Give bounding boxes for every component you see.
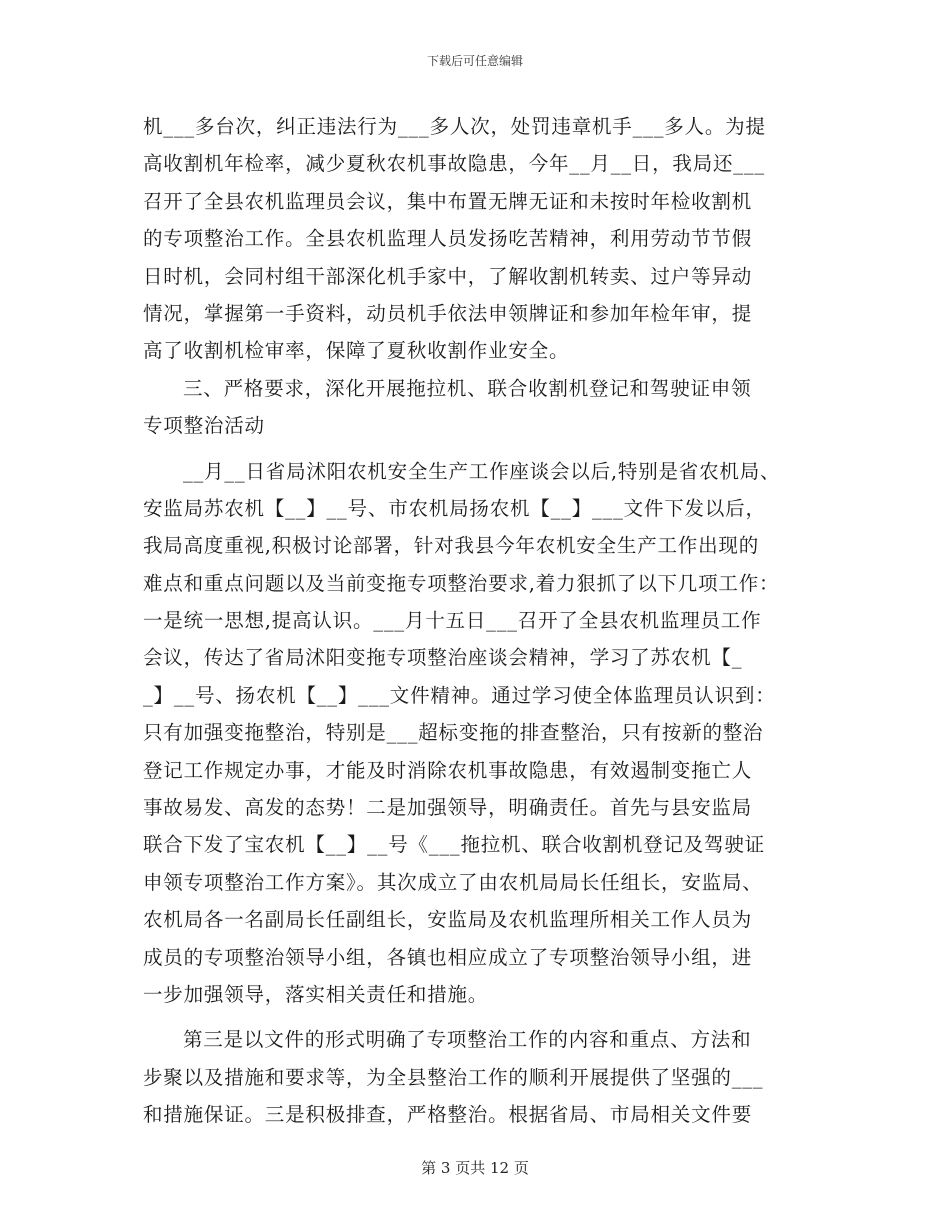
- section-heading-line: 专项整治活动: [143, 414, 265, 438]
- text-line: 难点和重点问题以及当前变拖专项整治要求,着力狠抓了以下几项工作：: [143, 571, 780, 595]
- text-line: 情况，掌握第一手资料，动员机手依法申领牌证和参加年检年审，提: [143, 301, 753, 325]
- text-line: 成员的专项整治领导小组，各镇也相应成立了专项整治领导小组，进: [143, 945, 753, 969]
- text-line: 的专项整治工作。全县农机监理人员发扬吃苦精神，利用劳动节节假: [143, 227, 753, 251]
- text-line: 申领专项整治工作方案》。其次成立了由农机局局长任组长，安监局、: [143, 870, 763, 894]
- text-line: 机___多台次，纠正违法行为___多人次，处罚违章机手___多人。为提: [143, 115, 766, 138]
- text-line: 一步加强领导，落实相关责任和措施。: [143, 982, 489, 1006]
- page-footer-number: 第 3 页共 12 页: [421, 1159, 529, 1177]
- document-body: [143, 108, 808, 1134]
- text-line: 会议，传达了省局沭阳变拖专项整治座谈会精神，学习了苏农机【_: [143, 646, 743, 670]
- page-header-note: 下载后可任意编辑: [426, 54, 523, 68]
- text-line: 一是统一思想,提高认识。___月十五日___召开了全县农机监理员工作: [143, 609, 762, 633]
- text-line: 安监局苏农机【__】__号、市农机局扬农机【__】___文件下发以后，: [143, 496, 766, 520]
- text-line: 高收割机年检率，减少夏秋农机事故隐患，今年__月__日，我局还___: [143, 152, 765, 176]
- section-heading-line: 三、严格要求，深化开展拖拉机、联合收割机登记和驾驶证申领: [183, 376, 752, 400]
- text-line: 联合下发了宝农机【__】__号《___拖拉机、联合收割机登记及驾驶证: [143, 833, 765, 857]
- text-line: 召开了全县农机监理员会议，集中布置无牌无证和未按时年检收割机: [143, 189, 753, 213]
- text-line: __月__日省局沭阳农机安全生产工作座谈会以后,特别是省农机局、: [183, 459, 781, 483]
- text-line: 我局高度重视,积极讨论部署，针对我县今年农机安全生产工作出现的: [143, 534, 759, 558]
- text-line: 和措施保证。三是积极排查，严格整治。根据省局、市局相关文件要: [143, 1103, 753, 1127]
- text-line: 日时机，会同村组干部深化机手家中，了解收割机转卖、过户等异动: [143, 264, 753, 288]
- text-line: 登记工作规定办事，才能及时消除农机事故隐患，有效遏制变拖亡人: [143, 758, 753, 782]
- text-line: 只有加强变拖整治，特别是___超标变拖的排查整治，只有按新的整治: [143, 721, 764, 745]
- text-line: 农机局各一名副局长任副组长，安监局及农机监理所相关工作人员为: [143, 908, 753, 932]
- text-line: _】__号、扬农机【__】___文件精神。通过学习使全体监理员认识到：: [143, 683, 776, 707]
- text-line: 第三是以文件的形式明确了专项整治工作的内容和重点、方法和: [183, 1028, 752, 1052]
- text-line: 步聚以及措施和要求等，为全县整治工作的顺利开展提供了坚强的___: [143, 1065, 764, 1089]
- text-line: 高了收割机检审率，保障了夏秋收割作业安全。: [143, 339, 570, 363]
- text-line: 事故易发、高发的态势！二是加强领导，明确责任。首先与县安监局: [143, 796, 753, 820]
